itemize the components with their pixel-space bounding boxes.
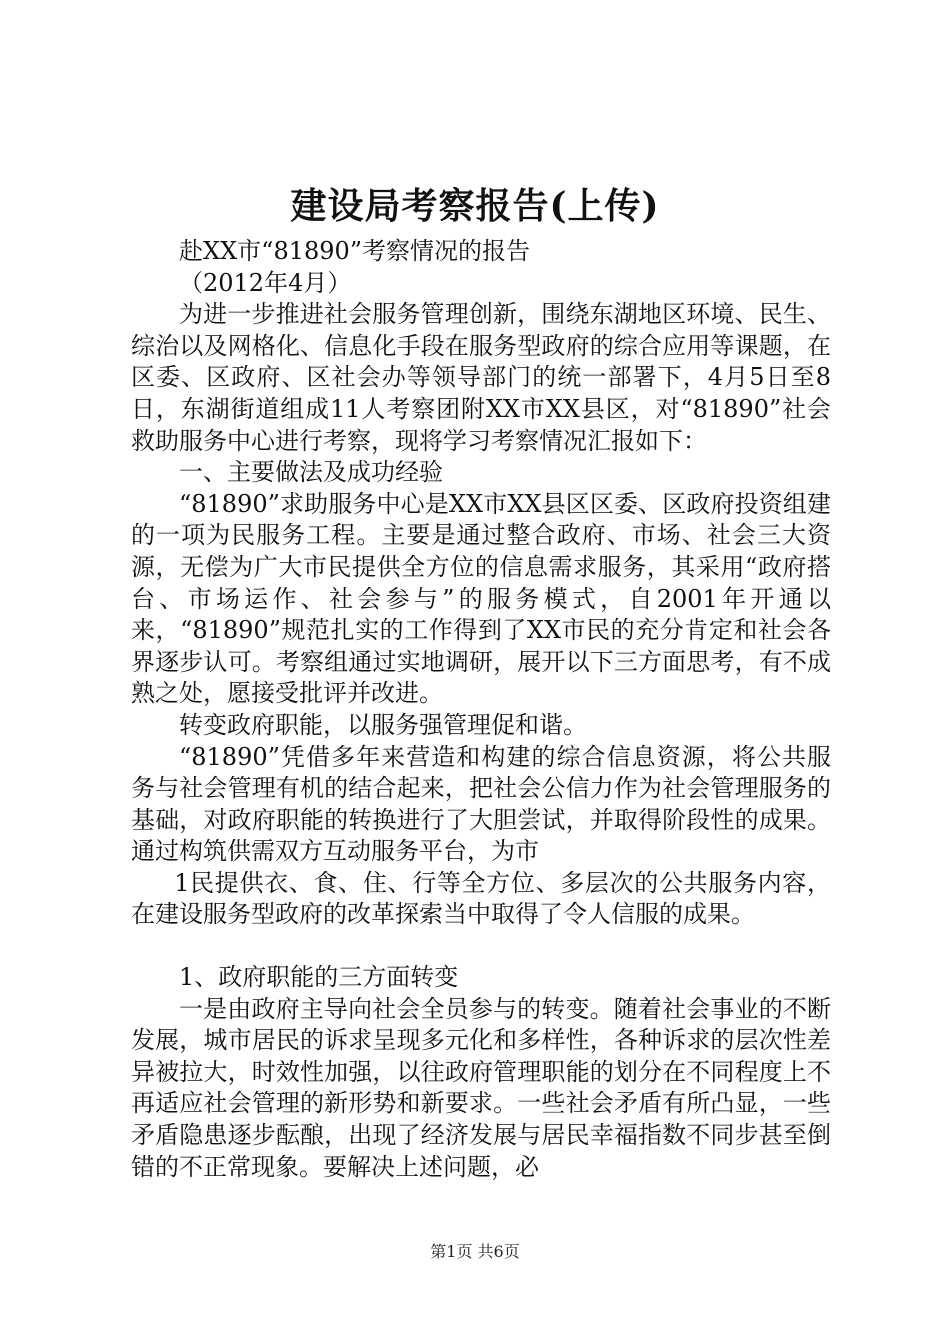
intro-paragraph: 为进一步推进社会服务管理创新，围绕东湖地区环境、民生、综治以及网格化、信息化手段在服务型政府的综合应用等课题，在区委、区政府、区社会办等领导部门的统一部署下，4月5日至8日，东湖街道组成11人考察团附XX市XX县区，对“81890”社会救助服务中心进行考察，现将学习考察情况汇报如下： xyxy=(131,300,831,455)
document-title: 建设局考察报告(上传) xyxy=(290,185,660,227)
report-subtitle: 赴XX市“81890”考察情况的报告 xyxy=(179,237,531,265)
continuation-paragraph: 1民提供衣、食、住、行等全方位、多层次的公共服务内容，在建设服务型政府的改革探索当中取得了令人信服的成果。 xyxy=(131,868,831,929)
document-body xyxy=(131,236,831,1183)
page-footer: 第1页 共6页 xyxy=(430,1242,520,1261)
paragraph-gap xyxy=(131,931,831,962)
report-date: （2012年4月） xyxy=(179,268,352,297)
subheading-transform: 转变政府职能，以服务强管理促和谐。 xyxy=(179,710,587,739)
service-paragraph: “81890”凭借多年来营造和构建的综合信息资源，将公共服务与社会管理有机的结合起来，把社会公信力作为社会管理服务的基础，对政府职能的转换进行了大胆尝试，并取得阶段性的成果。通过构筑供需双方互动服务平台，为市 xyxy=(131,742,831,866)
first-transform-paragraph: 一是由政府主导向社会全员参与的转变。随着社会事业的不断发展，城市居民的诉求呈现多元化和多样性，各种诉求的层次性差异被拉大，时效性加强，以往政府管理职能的划分在不同程度上不再适应社会管理的新形势和新要求。一些社会矛盾有所凸显，一些矛盾隐患逐步酝酿，出现了经济发展与居民幸福指数不同步甚至倒错的不正常现象。要解决上述问题，必 xyxy=(131,994,831,1181)
section-heading-1: 一、主要做法及成功经验 xyxy=(179,458,443,487)
center-description-paragraph: “81890”求助服务中心是XX市XX县区区委、区政府投资组建的一项为民服务工程。主要是通过整合政府、市场、社会三大资源，无偿为广大市民提供全方位的信息需求服务，其采用“政府搭台、市场运作、社会参与”的服务模式，自2001年开通以来，“81890”规范扎实的工作得到了XX市民的充分肯定和社会各界逐步认可。考察组通过实地调研，展开以下三方面思考，有不成熟之处，愿接受批评并改进。 xyxy=(131,489,831,708)
subheading-three-transforms: 1、政府职能的三方面转变 xyxy=(179,963,459,992)
